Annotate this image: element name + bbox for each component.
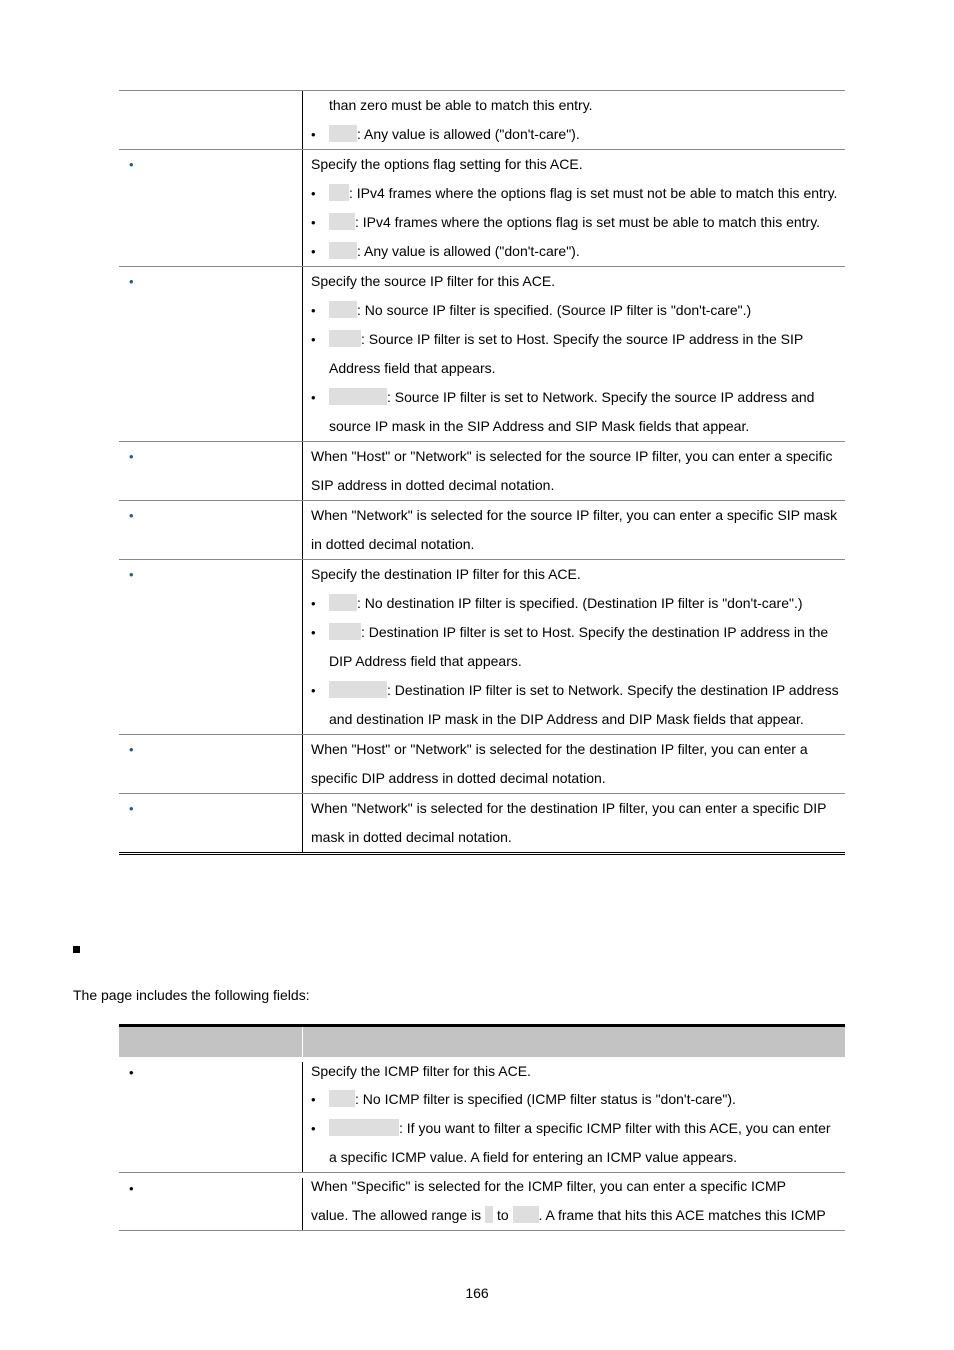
table-row [119,735,845,794]
object-cell [119,735,303,793]
item-bullet: • [311,1121,316,1136]
object-cell [119,1178,303,1230]
description-text: Specify the options flag setting for this ACE. [311,156,583,172]
description-cell [303,150,845,266]
option-text: : IPv4 frames where the options flag is set must be able to match this entry. [355,214,821,230]
option-item [311,120,839,149]
item-bullet: • [311,1092,316,1107]
description-cell [303,794,845,852]
text-segment: . A frame that hits this ACE matches this ICMP [538,1207,826,1223]
option-value-highlight [329,388,387,405]
item-bullet: • [311,186,316,201]
description-text: than zero must be able to match this entry. [329,97,593,113]
option-value-highlight [329,594,357,611]
object-cell [119,501,303,559]
table-row [119,91,845,150]
description-text: When "Host" or "Network" is selected for the destination IP filter, you can enter a specific DIP address in dotted decimal notation. [311,741,808,786]
option-value-highlight [329,125,357,142]
description-text: Specify the source IP filter for this ACE. [311,273,556,289]
table-header [119,1024,845,1057]
description-cell [303,267,845,441]
description-cell [303,91,845,149]
row-bullet: • [129,274,134,289]
option-text: : Source IP filter is set to Host. Specify the source IP address in the SIP Address field that appears. [329,331,803,376]
description-cell [303,735,845,793]
item-bullet: • [311,332,316,347]
page-number: 166 [465,1285,489,1301]
option-text: : Any value is allowed ("don't-care"). [357,243,580,259]
row-bullet: • [129,567,134,582]
object-cell [119,1062,303,1172]
option-value-highlight [329,213,355,230]
description-text: When "Network" is selected for the destination IP filter, you can enter a specific DIP mask in dotted decimal notation. [311,800,827,845]
range-min-highlight [485,1206,493,1223]
description-text: Specify the destination IP filter for this ACE. [311,566,581,582]
table-row [119,501,845,560]
item-bullet: • [311,303,316,318]
option-item [311,1085,839,1114]
option-item [311,676,839,734]
option-value-highlight [329,1119,399,1136]
option-text: : Source IP filter is set to Network. Specify the source IP address and source IP mask in the SIP Address and SIP Mask fields that appear. [329,389,815,434]
option-text: : Destination IP filter is set to Host. Specify the destination IP address in the DIP Address field that appears. [329,624,829,669]
option-text: : No destination IP filter is specified. (Destination IP filter is "don't-care".) [357,595,803,611]
section-square-bullet [73,946,80,953]
option-text: : No source IP filter is specified. (Source IP filter is "don't-care".) [357,302,752,318]
option-text: : No ICMP filter is specified (ICMP filter status is "don't-care"). [355,1091,736,1107]
option-value-highlight [329,242,357,259]
ace-field-table-ip [119,90,845,855]
object-cell [119,442,303,500]
option-item [311,296,839,325]
intro-text: The page includes the following fields: [73,987,310,1003]
option-item [311,237,839,266]
range-max-highlight [513,1206,539,1223]
item-bullet: • [311,596,316,611]
table-body [119,91,845,855]
table-row [119,267,845,442]
item-bullet: • [311,127,316,142]
description-cell [303,501,845,559]
description-text: When "Network" is selected for the source IP filter, you can enter a specific SIP mask in dotted decimal notation. [311,507,838,552]
option-value-highlight [329,681,387,698]
option-item [311,325,839,383]
row-bullet: • [129,742,134,757]
row-bullet: • [129,1181,134,1196]
option-item [311,589,839,618]
table-row [119,150,845,267]
option-text: : If you want to filter a specific ICMP filter with this ACE, you can enter a specific ICMP value. A field for entering an ICMP value appears. [329,1120,831,1165]
row-bullet: • [129,157,134,172]
table-row [119,1057,845,1173]
item-bullet: • [311,625,316,640]
text-segment: to [493,1207,513,1223]
option-item [311,208,839,237]
row-bullet: • [129,449,134,464]
description-text: Specify the ICMP filter for this ACE. [311,1063,531,1079]
option-item [311,618,839,676]
header-object-cell [119,1027,303,1057]
row-bullet: • [129,1065,134,1080]
text-line: When "Specific" is selected for the ICMP filter, you can enter a specific ICMP [311,1178,786,1194]
row-bullet: • [129,801,134,816]
option-value-highlight [329,184,349,201]
table-row [119,794,845,855]
description-cell [303,1178,845,1230]
description-cell [303,442,845,500]
option-text: : Destination IP filter is set to Network. Specify the destination IP address and destination IP mask in the DIP Address and DIP Mask fields that appear. [329,682,839,727]
object-cell [119,267,303,441]
object-cell [119,150,303,266]
option-value-highlight [329,330,361,347]
option-value-highlight [329,301,357,318]
description-text: When "Host" or "Network" is selected for the source IP filter, you can enter a specific SIP address in dotted decimal notation. [311,448,833,493]
ace-field-table-icmp [119,1024,845,1231]
option-text: : Any value is allowed ("don't-care"). [357,126,580,142]
object-cell [119,560,303,734]
text-segment: value. The allowed range is [311,1207,486,1223]
item-bullet: • [311,390,316,405]
object-cell [119,91,303,149]
table-row [119,1173,845,1231]
option-text: : IPv4 frames where the options flag is set must not be able to match this entry. [349,185,838,201]
item-bullet: • [311,215,316,230]
option-item [311,179,839,208]
description-text [311,1172,839,1230]
item-bullet: • [311,683,316,698]
option-item [311,1114,839,1172]
option-item [311,383,839,441]
table-row [119,442,845,501]
option-value-highlight [329,1090,355,1107]
row-bullet: • [129,508,134,523]
option-value-highlight [329,623,361,640]
description-cell [303,1062,845,1172]
header-description-cell [303,1027,845,1057]
table-row [119,560,845,735]
item-bullet: • [311,244,316,259]
description-cell [303,560,845,734]
object-cell [119,794,303,852]
